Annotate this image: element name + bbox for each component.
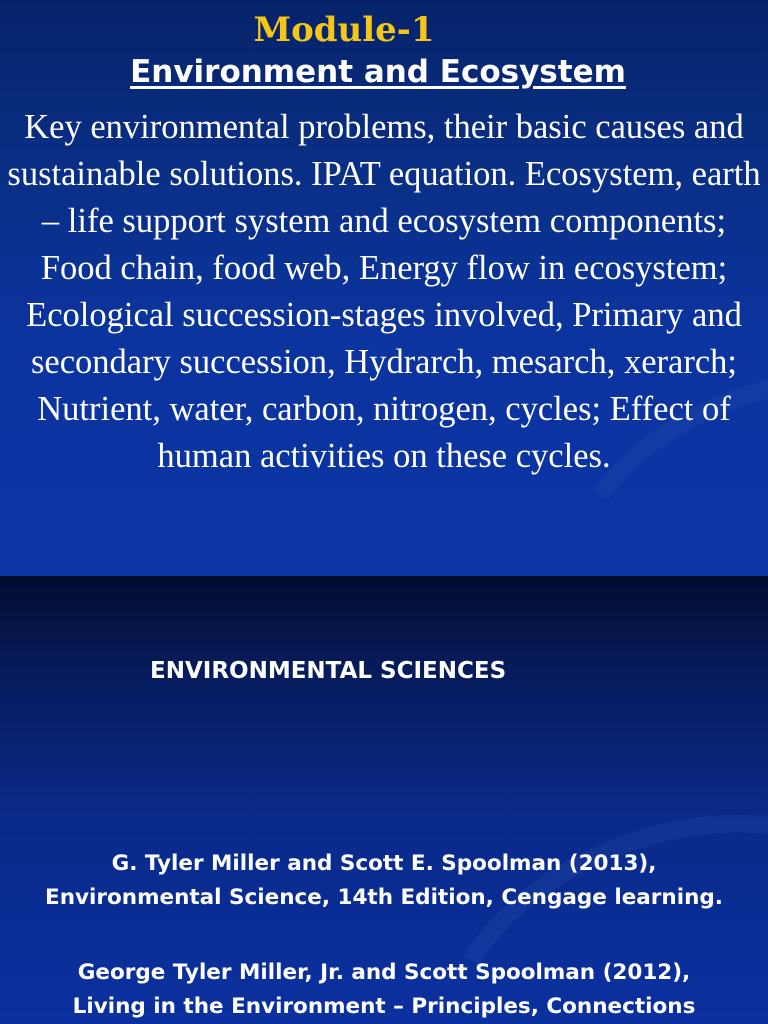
reference-line: G. Tyler Miller and Scott E. Spoolman (2013), — [111, 851, 657, 876]
reference-item — [0, 847, 768, 915]
syllabus-text: Key environmental problems, their basic causes and sustainable solutions. IPAT equation. Ecosystem, earth – life support system and ecosystem components; Food chain, food web, Energy flow in ecosystem; Ecological succession-stages involved, Primary and secondary succession, Hydrarch, mesarch, xerarch; Nutrient, water, carbon, nitrogen, cycles; Effect of human activities on these cycles. — [7, 108, 761, 475]
reference-line: George Tyler Miller, Jr. and Scott Spoolman (2012), — [77, 960, 691, 985]
reference-item — [0, 956, 768, 1024]
reference-line: Environmental Science, 14th Edition, Cengage learning. — [45, 885, 723, 910]
slide-heading: Environment and Ecosystem — [130, 54, 626, 90]
module-title: Module-1 — [253, 10, 435, 50]
reference-line: Living in the Environment – Principles, Connections — [72, 994, 696, 1019]
subject-title: ENVIRONMENTAL SCIENCES — [150, 658, 507, 684]
slide-references — [0, 576, 768, 1024]
